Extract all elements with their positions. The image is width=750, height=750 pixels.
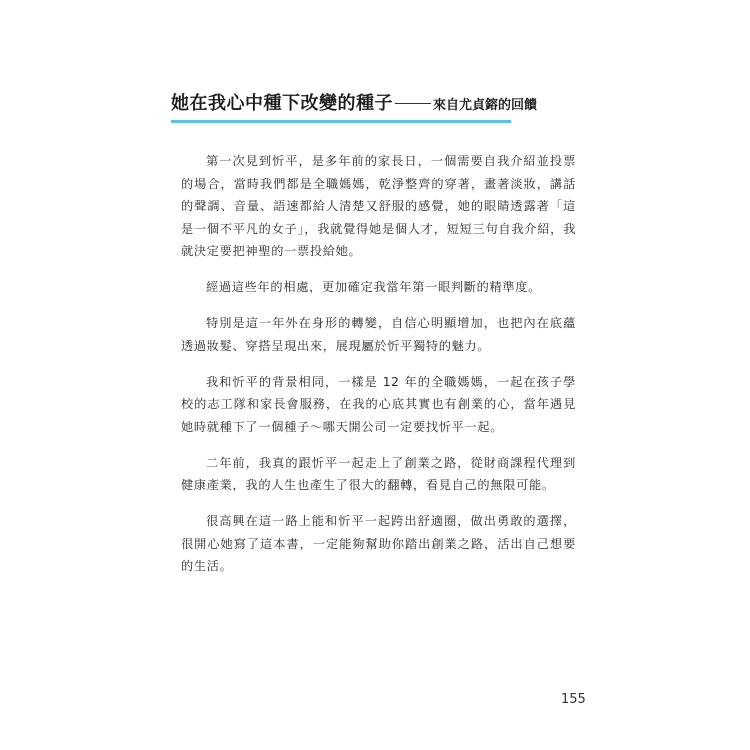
paragraph: 特別是這一年外在身形的轉變，自信心明顯增加，也把內在底蘊透過妝髮、穿搭呈現出來，展現屬於忻平獨特的魅力。 [181, 316, 576, 353]
paragraph: 我和忻平的背景相同，一樣是 12 年的全職媽媽，一起在孩子學校的志工隊和家長會服務，在我的心底其實也有創業的心，當年遇見她時就種下了一個種子～哪天開公司一定要找忻平一起。 [181, 374, 576, 434]
paragraph: 很高興在這一路上能和忻平一起跨出舒適圈，做出勇敢的選擇，很開心她寫了這本書，一定能夠幫助你踏出創業之路，活出自己想要的生活。 [181, 514, 576, 573]
title-dash [395, 103, 431, 104]
paragraph: 二年前，我真的跟忻平一起走上了創業之路，從財商課程代理到健康產業，我的人生也產生了很大的翻轉，看見自己的無限可能。 [181, 455, 576, 492]
body-text [181, 150, 576, 591]
chapter-title [171, 92, 537, 118]
title-main: 她在我心中種下改變的種子 [171, 93, 393, 114]
chapter-title-block [171, 92, 538, 126]
title-underline [171, 120, 511, 123]
page-number: 155 [561, 692, 586, 707]
paragraph: 經過這些年的相處，更加確定我當年第一眼判斷的精準度。 [206, 280, 542, 294]
title-subtitle: 來自尤貞鎔的回饋 [433, 98, 538, 113]
paragraph: 第一次見到忻平，是多年前的家長日，一個需要自我介紹並投票的場合，當時我們都是全職媽媽，乾淨整齊的穿著，畫著淡妝，講話的聲調、音量、語速都給人清楚又舒服的感覺，她的眼睛透露著「這是一個不平凡的女子」，我就覺得她是個人才，短短三句自我介紹，我就決定要把神聖的一票投給她。 [181, 154, 576, 258]
